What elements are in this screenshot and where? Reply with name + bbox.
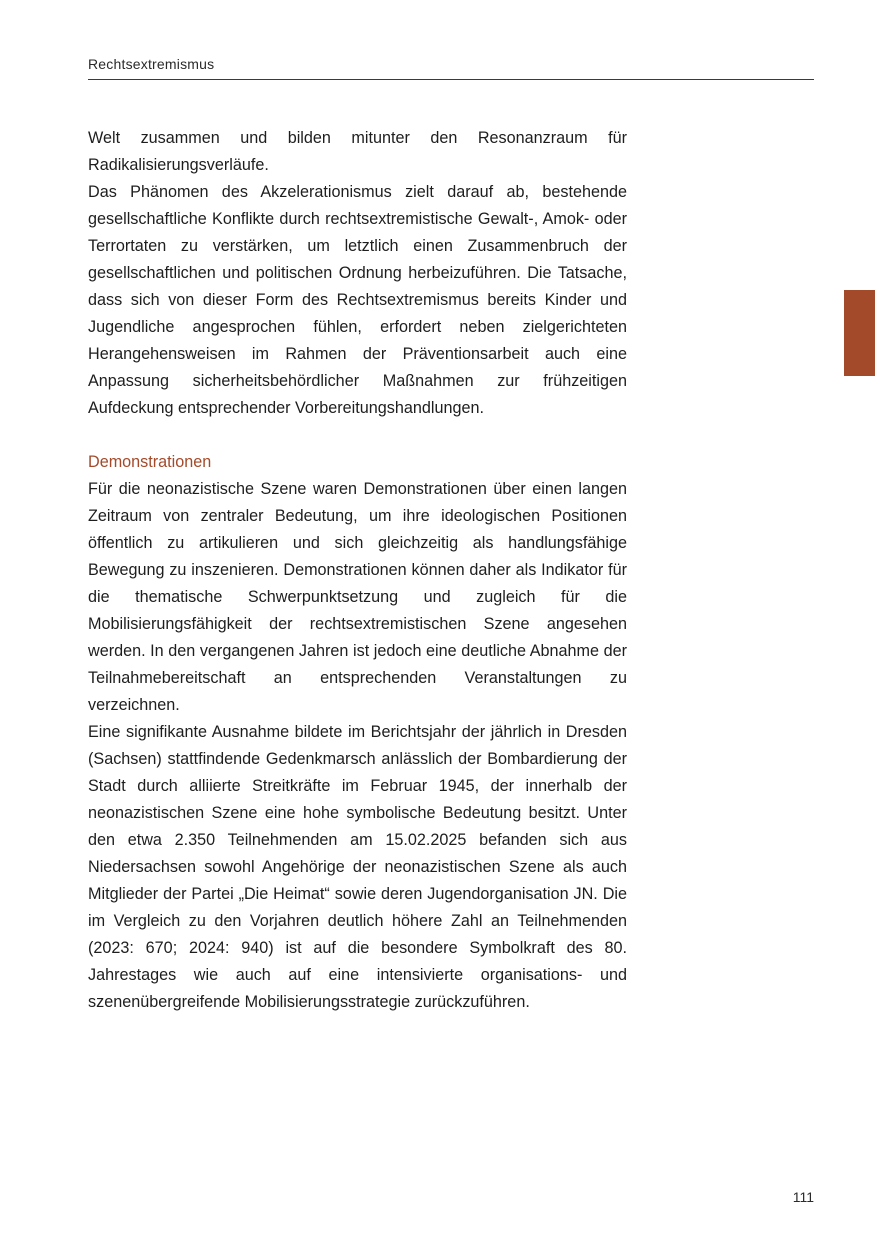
- section-heading: Demonstrationen: [88, 453, 212, 471]
- running-header-title: Rechtsextremismus: [88, 56, 215, 72]
- body-paragraph: Das Phänomen des Akzelerationismus zielt darauf ab, bestehende gesellschaftliche Konflikte durch rechtsextremistische Gewalt-, Amok- oder Terrortaten zu verstärken, um letztlich einen Zusammenbruch der gesellschaftlichen und politischen Ordnung herbeizuführen. Die Tatsache, dass sich von dieser Form des Rechtsextremismus bereits Kinder und Jugendliche angesprochen fühlen, erfordert neben zielgerichteten Herangehensweisen im Rahmen der Präventionsarbeit auch eine Anpassung sicherheitsbehördlicher Maßnahmen zur frühzeitigen Aufdeckung entsprechender Vorbereitungshandlungen.: [88, 183, 627, 417]
- page-number: 111: [792, 1189, 814, 1205]
- chapter-tab-marker: [844, 290, 875, 376]
- main-text-column: [88, 125, 627, 1016]
- body-paragraph: Für die neonazistische Szene waren Demonstrationen über einen langen Zeitraum von zentraler Bedeutung, um ihre ideologischen Positionen öffentlich zu artikulieren und sich gleichzeitig als handlungsfähige Bewegung zu inszenieren. Demonstrationen können daher als Indikator für die thematische Schwerpunktsetzung und zugleich für die Mobilisierungsfähigkeit der rechtsextremistischen Szene angesehen werden. In den vergangenen Jahren ist jedoch eine deutliche Abnahme der Teilnahmebereitschaft an entsprechenden Veranstaltungen zu verzeichnen.: [88, 480, 627, 714]
- header-divider: [88, 79, 814, 80]
- body-paragraph: Welt zusammen und bilden mitunter den Resonanzraum für Radikalisierungsverläufe.: [88, 129, 627, 174]
- body-paragraph: Eine signifikante Ausnahme bildete im Berichtsjahr der jährlich in Dresden (Sachsen) stattfindende Gedenkmarsch anlässlich der Bombardierung der Stadt durch alliierte Streitkräfte im Februar 1945, der innerhalb der neonazistischen Szene eine hohe symbolische Bedeutung besitzt. Unter den etwa 2.350 Teilnehmenden am 15.02.2025 befanden sich aus Niedersachsen sowohl Angehörige der neonazistischen Szene als auch Mitglieder der Partei „Die Heimat“ sowie deren Jugendorganisation JN. Die im Vergleich zu den Vorjahren deutlich höhere Zahl an Teilnehmenden (2023: 670; 2024: 940) ist auf die besondere Symbolkraft des 80. Jahrestages wie auch auf eine intensivierte organisations- und szenenübergreifende Mobilisierungsstrategie zurückzuführen.: [88, 723, 627, 1011]
